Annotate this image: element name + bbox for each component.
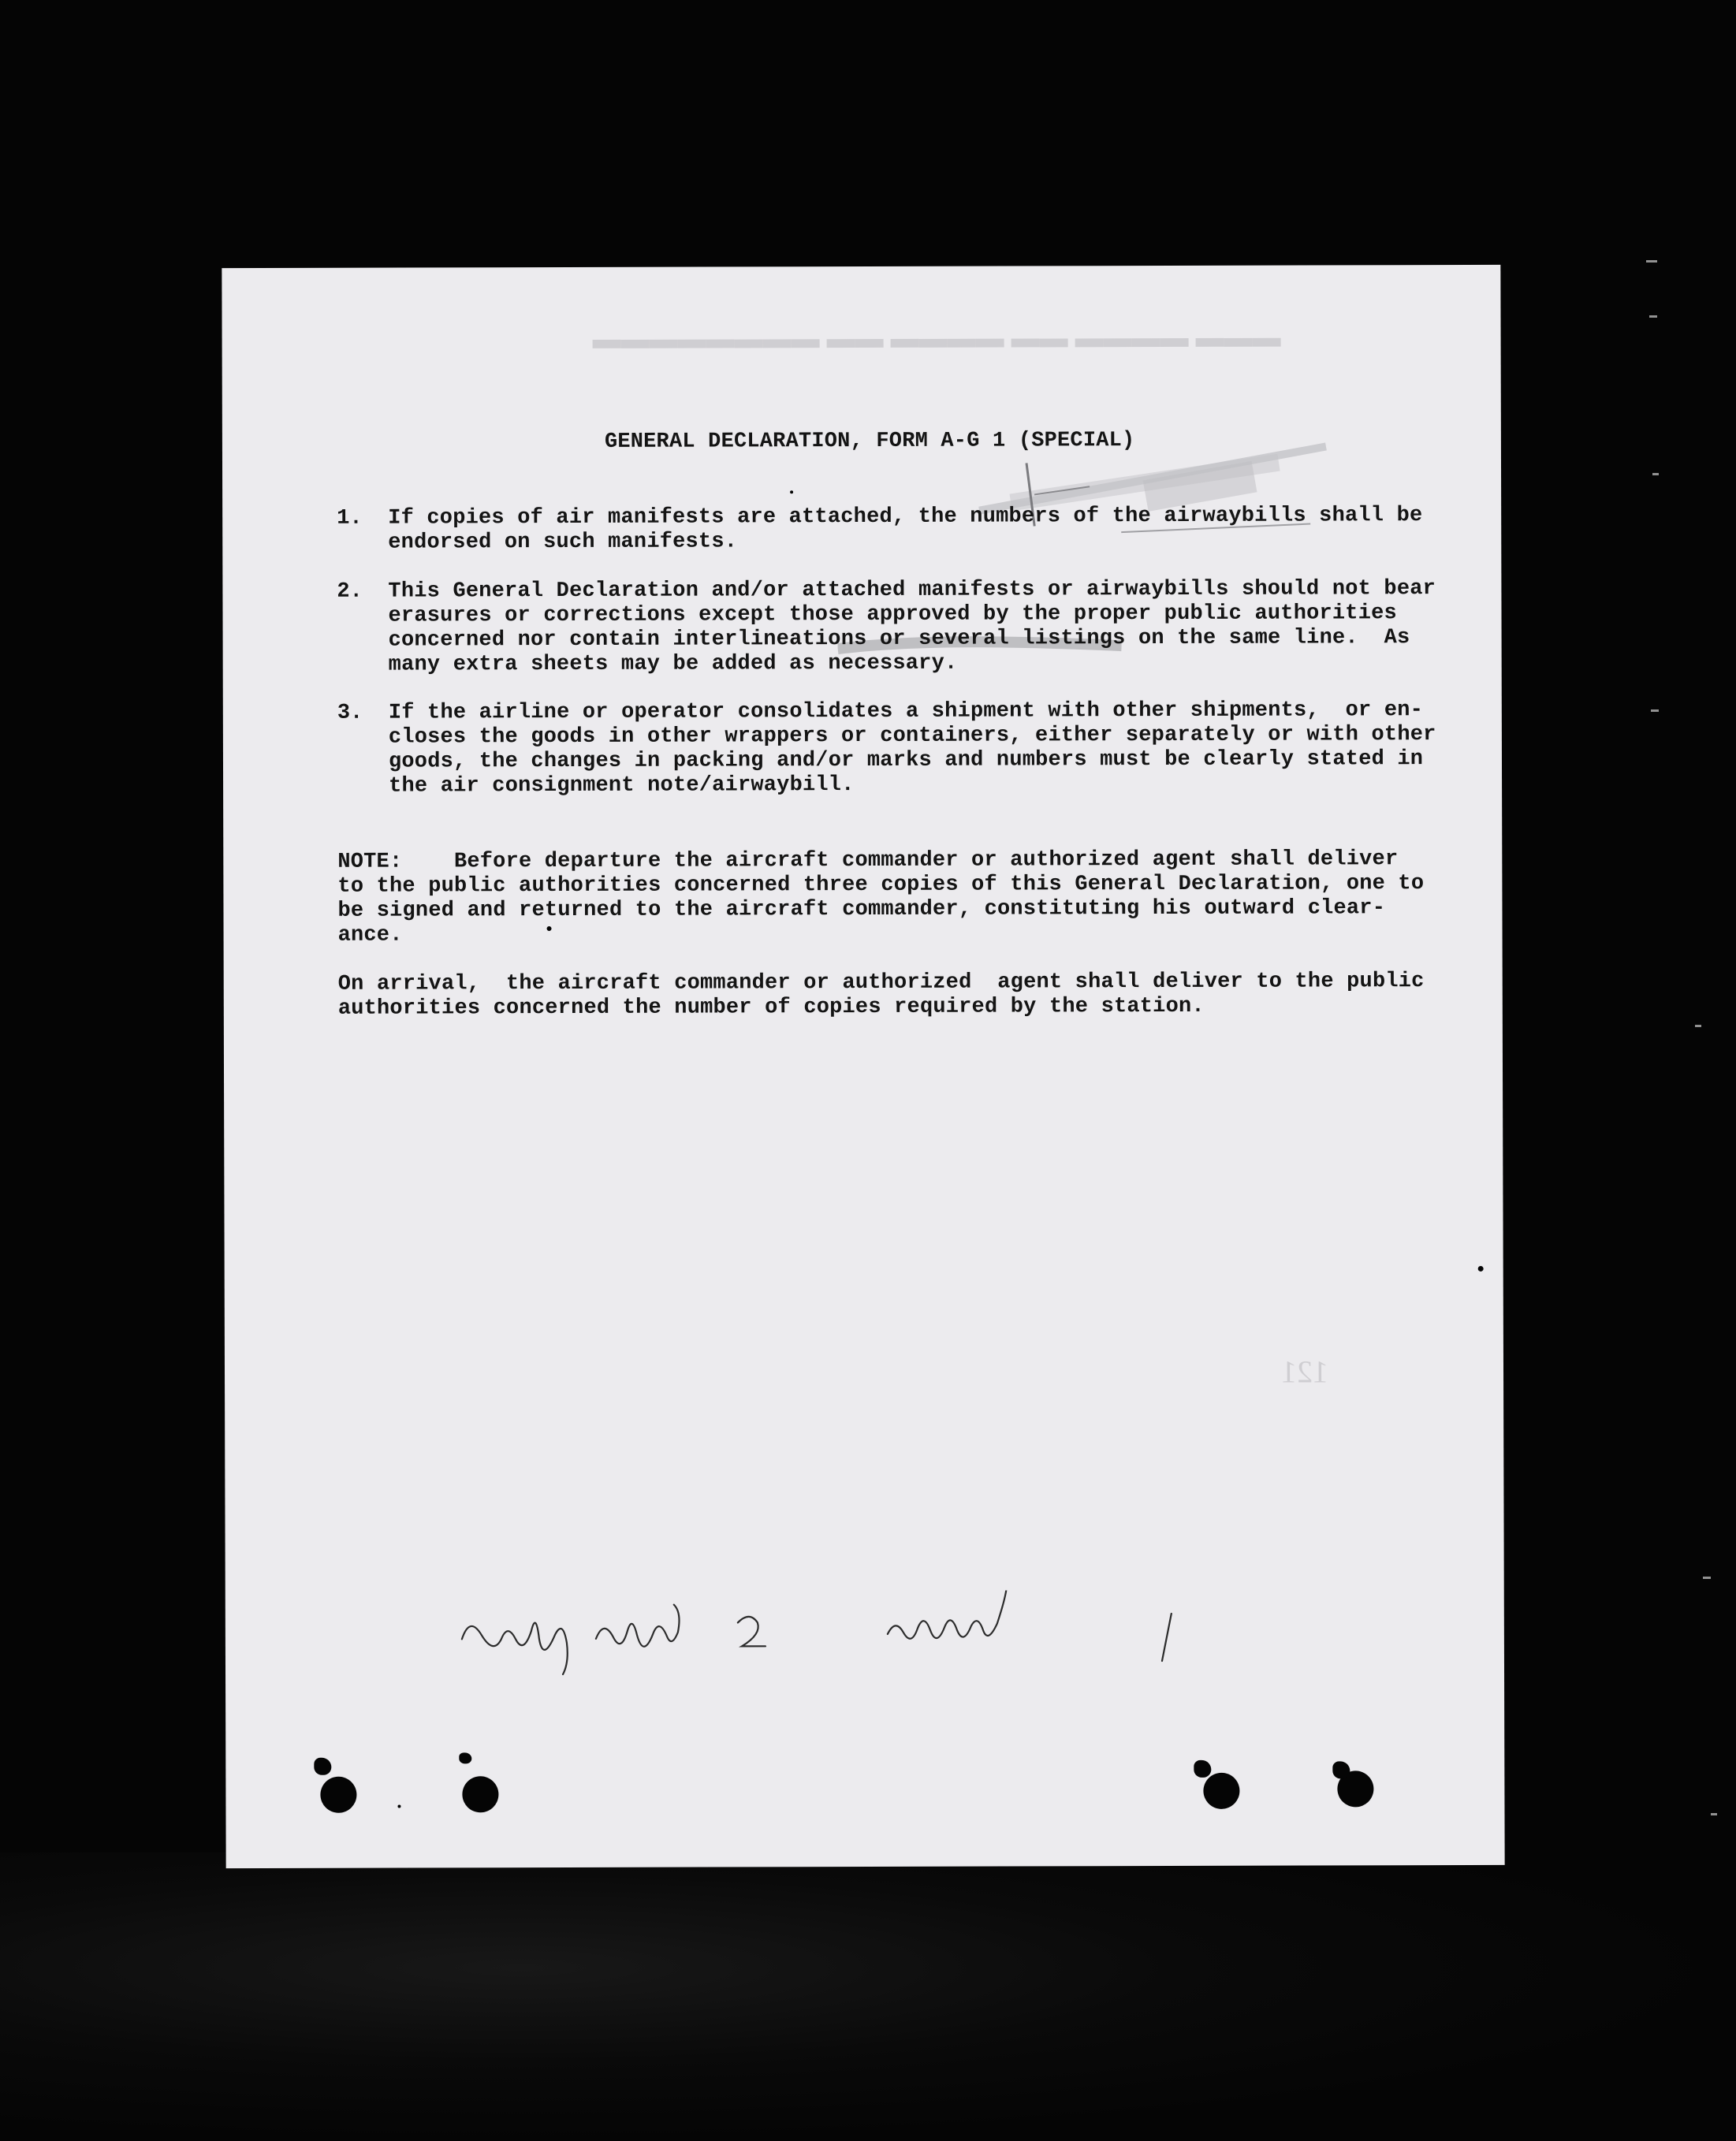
scan-background <box>0 1852 1736 2141</box>
bleed-through-number: 121 <box>1280 1353 1329 1390</box>
document-page <box>222 265 1504 1868</box>
punch-hole <box>314 1758 331 1775</box>
note-line: NOTE: Before departure the aircraft commander or authorized agent shall deliver <box>337 847 1399 874</box>
item-text-line: many extra sheets may be added as necessary. <box>388 651 958 677</box>
bleed-through-header: ▬▬▬ ▬▬▬▬ ▬▬ ▬▬▬▬ ▬▬ ▬▬▬▬▬▬▬▬ <box>592 321 1281 355</box>
punch-hole <box>320 1777 356 1813</box>
speck <box>547 926 552 931</box>
punch-hole <box>1194 1760 1211 1778</box>
speck <box>1478 1266 1484 1272</box>
speck <box>397 1805 400 1808</box>
scan-edge-mark <box>1651 709 1659 712</box>
punch-hole <box>1203 1773 1239 1809</box>
item-text-line: goods, the changes in packing and/or marks and numbers must be clearly stated in <box>388 747 1424 774</box>
item-text-line: the air consignment note/airwaybill. <box>389 773 855 799</box>
punch-hole <box>462 1776 498 1812</box>
scan-edge-mark <box>1711 1813 1717 1815</box>
item-text-line: concerned nor contain interlineations or several listings on the same line. As <box>388 626 1410 653</box>
speck <box>790 490 793 493</box>
scan-edge-mark <box>1649 315 1657 318</box>
form-title: GENERAL DECLARATION, FORM A-G 1 (SPECIAL) <box>604 429 1135 454</box>
handwritten-annotation <box>446 1590 1219 1687</box>
note-line: be signed and returned to the aircraft commander, constituting his outward clear- <box>337 896 1386 923</box>
item-number: 3. <box>337 701 363 725</box>
scan-edge-mark <box>1652 473 1659 475</box>
item-number: 2. <box>337 579 363 604</box>
arrival-line: authorities concerned the number of copies required by the station. <box>337 994 1205 1021</box>
item-text-line: closes the goods in other wrappers or containers, either separately or with other <box>388 723 1436 750</box>
item-text-line: If the airline or operator consolidates a shipment with other shipments, or en- <box>388 698 1424 725</box>
item-text-line: endorsed on such manifests. <box>388 530 738 555</box>
scan-edge-mark <box>1646 260 1657 263</box>
item-text-line: erasures or corrections except those approved by the proper public authorities <box>388 601 1397 628</box>
item-text-line: This General Declaration and/or attached manifests or airwaybills should not bear <box>388 577 1436 604</box>
item-text-line: If copies of air manifests are attached, the numbers of the airwaybills shall be <box>388 504 1423 531</box>
item-number: 1. <box>337 506 363 531</box>
arrival-line: On arrival, the aircraft commander or authorized agent shall deliver to the public <box>337 970 1425 996</box>
note-line: to the public authorities concerned three copies of this General Declaration, one to <box>337 872 1425 899</box>
punch-hole <box>459 1752 471 1763</box>
punch-hole <box>1332 1761 1350 1778</box>
scan-edge-mark <box>1695 1025 1701 1027</box>
note-line: ance. <box>337 923 403 948</box>
scan-edge-mark <box>1703 1577 1711 1579</box>
